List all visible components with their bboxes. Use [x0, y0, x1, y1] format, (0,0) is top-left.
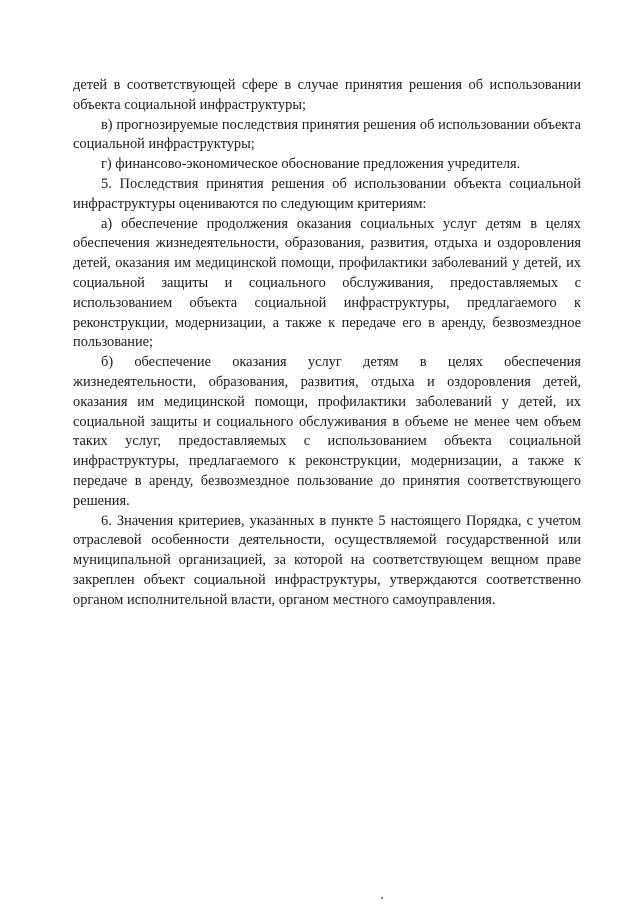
paragraph-criterion-a: а) обеспечение продолжения оказания социальных услуг детям в целях обеспечения жизнедеятельности, образования, развития, отдыха и оздоровления детей, оказания им медицинской помощи, профилактики заболеваний у детей, их социальной защиты и социального обслуживания, предоставляемых с использованием объекта социальной инфраструктуры, предлагаемого к реконструкции, модернизации, а также к передаче его в аренду, безвозмездное пользование; [73, 215, 581, 351]
paragraph-criterion-b: б) обеспечение оказания услуг детям в целях обеспечения жизнедеятельности, образования, развития, отдыха и оздоровления детей, оказания им медицинской помощи, профилактики заболеваний у детей, их социальной защиты и социального обслуживания в объеме не менее чем объем таких услуг, предоставляемых с использованием объекта социальной инфраструктуры, предлагаемого к реконструкции, модернизации, а также к передаче в аренду, безвозмездное пользование до принятия соответствующего решения. [73, 354, 581, 509]
paragraph-section-6: 6. Значения критериев, указанных в пункте 5 настоящего Порядка, с учетом отраслевой особенности деятельности, осуществляемой государственной или муниципальной организацией, за которой на соответствующем вещном праве закреплен объект социальной инфраструктуры, утверждаются соответственно органом исполнительной власти, органом местного самоуправления. [73, 512, 581, 608]
scan-speck [381, 897, 383, 899]
paragraph-continuation: детей в соответствующей сфере в случае принятия решения об использовании объекта социальной инфраструктуры; [73, 77, 581, 113]
paragraph-section-5: 5. Последствия принятия решения об использовании объекта социальной инфраструктуры оцениваются по следующим критериям: [73, 175, 581, 212]
paragraph-item-g: г) финансово-экономическое обоснование предложения учредителя. [101, 156, 521, 173]
paragraph-item-v: в) прогнозируемые последствия принятия решения об использовании объекта социальной инфраструктуры; [73, 116, 581, 153]
document-body [73, 76, 581, 611]
